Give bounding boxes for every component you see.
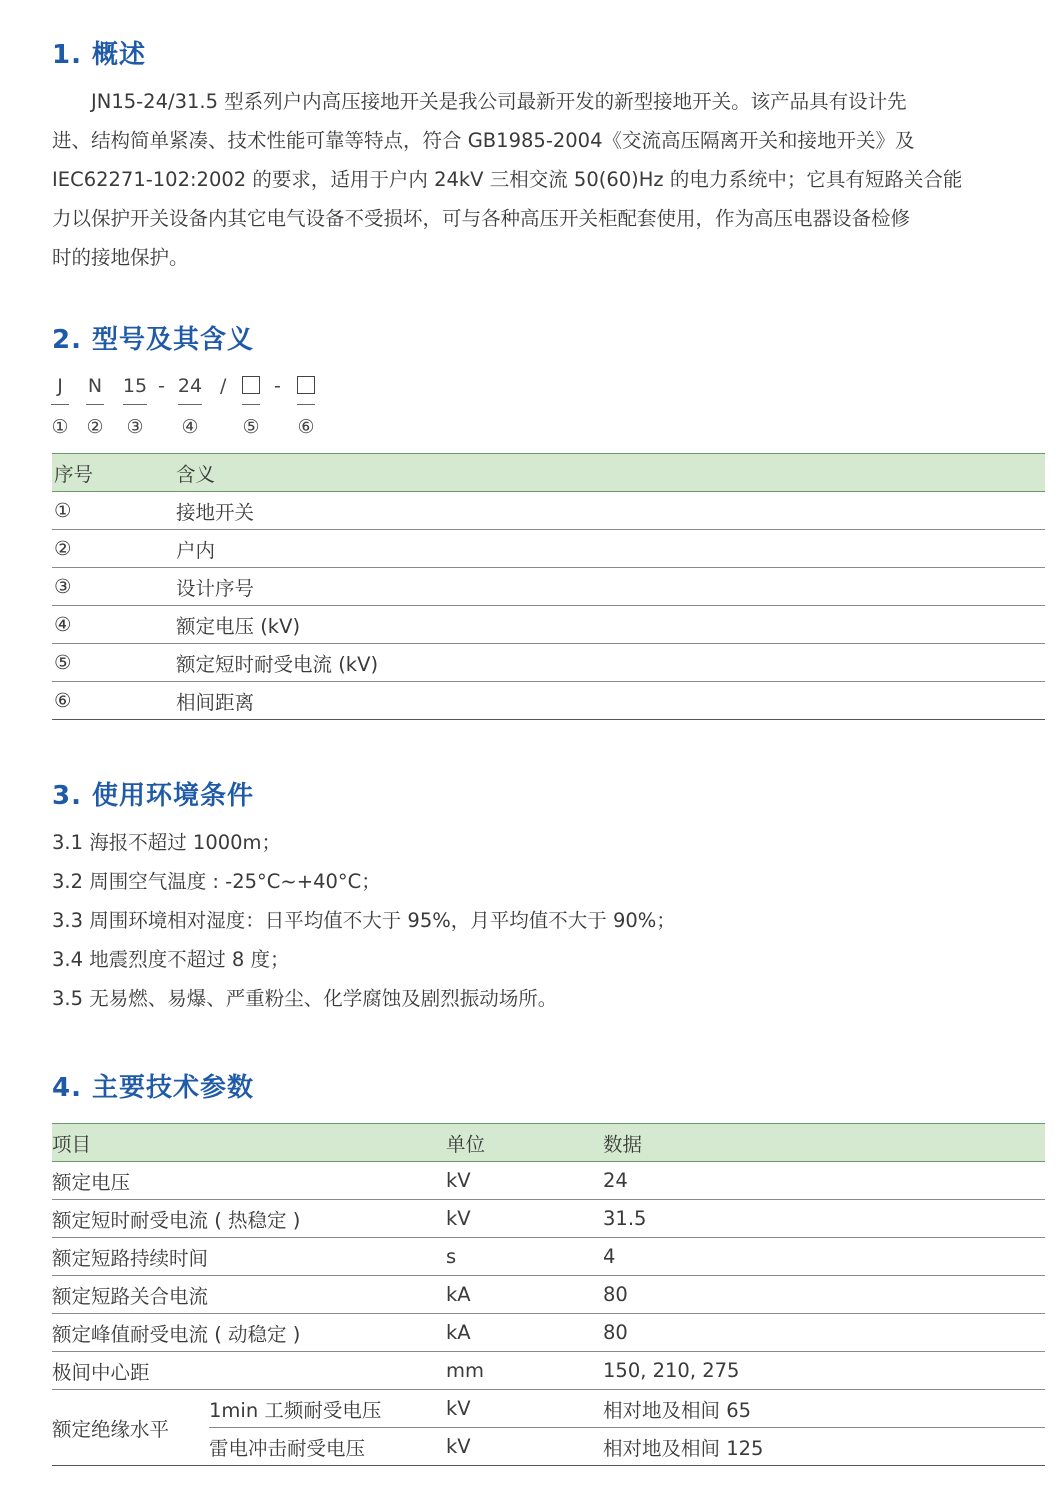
model-char-4: 24 xyxy=(177,375,203,397)
placeholder-box-icon xyxy=(297,376,315,394)
overview-line-5: 时的接地保护。 xyxy=(52,246,189,269)
table-header-cell: 项目 xyxy=(52,1124,446,1162)
table-row xyxy=(52,1238,1045,1276)
table-row xyxy=(52,1314,1045,1352)
model-char-5 xyxy=(236,372,266,400)
list-item: 3.2 周围空气温度 : -25°C~+40°C； xyxy=(52,870,381,893)
table-cell: kV xyxy=(446,1428,603,1466)
overview-line-1: JN15-24/31.5 型系列户内高压接地开关是我公司最新开发的新型接地开关。该产品具有设计先 xyxy=(91,90,907,113)
model-num-3: ③ xyxy=(126,416,144,438)
table-header-row xyxy=(52,454,1045,492)
technical-parameters-table xyxy=(52,1123,1045,1466)
model-part-6 xyxy=(291,372,321,442)
table-cell: kA xyxy=(446,1314,603,1352)
model-num-6: ⑥ xyxy=(297,416,315,438)
model-underline-4 xyxy=(178,404,202,405)
table-cell: s xyxy=(446,1238,603,1276)
table-cell: 24 xyxy=(603,1162,1045,1200)
table-cell: 雷电冲击耐受电压 xyxy=(209,1428,446,1466)
model-num-5: ⑤ xyxy=(242,416,260,438)
table-cell: kA xyxy=(446,1276,603,1314)
table-row xyxy=(52,568,1045,606)
model-code-diagram xyxy=(52,372,352,442)
table-row xyxy=(52,530,1045,568)
model-part-2 xyxy=(80,372,110,442)
overview-paragraph xyxy=(52,82,1047,277)
table-cell: ① xyxy=(52,492,176,530)
table-cell: 额定峰值耐受电流 ( 动稳定 ) xyxy=(52,1314,446,1352)
table-cell: ③ xyxy=(52,568,176,606)
table-cell: 31.5 xyxy=(603,1200,1045,1238)
model-sep-3: - xyxy=(274,375,281,397)
table-cell: 额定短时耐受电流 ( 热稳定 ) xyxy=(52,1200,446,1238)
table-cell: 4 xyxy=(603,1238,1045,1276)
table-cell: 额定电压 xyxy=(52,1162,446,1200)
table-cell: mm xyxy=(446,1352,603,1390)
overview-line-2: 进、结构简单紧凑、技术性能可靠等特点，符合 GB1985-2004《交流高压隔离开关和接地开关》及 xyxy=(52,129,915,152)
list-item: 3.3 周围环境相对湿度：日平均值不大于 95%，月平均值不大于 90%； xyxy=(52,909,676,932)
table-cell: kV xyxy=(446,1162,603,1200)
table-cell: 接地开关 xyxy=(176,492,1045,530)
table-cell: 1min 工频耐受电压 xyxy=(209,1390,446,1428)
model-part-1 xyxy=(45,372,75,442)
table-header-row xyxy=(52,1124,1045,1162)
table-cell: 额定短路持续时间 xyxy=(52,1238,446,1276)
list-item: 3.4 地震烈度不超过 8 度； xyxy=(52,948,290,971)
table-cell: 额定短时耐受电流 (kV) xyxy=(176,644,1045,682)
section-3-title: 3. 使用环境条件 xyxy=(52,781,255,811)
model-char-1: J xyxy=(57,375,63,397)
table-cell: ⑥ xyxy=(52,682,176,720)
table-cell: 额定电压 (kV) xyxy=(176,606,1045,644)
model-sep-1: - xyxy=(158,375,165,397)
table-header-cell: 数据 xyxy=(603,1124,1045,1162)
placeholder-box-icon xyxy=(242,376,260,394)
table-cell: kV xyxy=(446,1200,603,1238)
table-cell: 80 xyxy=(603,1314,1045,1352)
section-2-title: 2. 型号及其含义 xyxy=(52,325,255,355)
environment-conditions-list xyxy=(52,823,676,1018)
table-header-cell: 单位 xyxy=(446,1124,603,1162)
table-row xyxy=(52,492,1045,530)
overview-line-4: 力以保护开关设备内其它电气设备不受损坏，可与各种高压开关柜配套使用，作为高压电器设备检修 xyxy=(52,207,911,230)
table-cell: 额定短路关合电流 xyxy=(52,1276,446,1314)
model-num-4: ④ xyxy=(181,416,199,438)
model-part-5 xyxy=(236,372,266,442)
table-row xyxy=(52,644,1045,682)
model-part-3 xyxy=(120,372,150,442)
table-cell: 相对地及相间 65 xyxy=(603,1390,1045,1428)
model-sep-2: / xyxy=(220,375,227,397)
model-underline-5 xyxy=(242,404,260,405)
overview-line-3: IEC62271-102:2002 的要求，适用于户内 24kV 三相交流 50(60)Hz 的电力系统中；它具有短路关合能 xyxy=(52,168,963,191)
table-cell: ② xyxy=(52,530,176,568)
table-row xyxy=(52,1162,1045,1200)
model-meaning-table xyxy=(52,453,1045,720)
model-num-1: ① xyxy=(51,416,69,438)
section-4-title: 4. 主要技术参数 xyxy=(52,1073,255,1103)
table-cell: 相对地及相间 125 xyxy=(603,1428,1045,1466)
model-char-6 xyxy=(291,372,321,400)
model-char-2: N xyxy=(87,375,103,397)
model-underline-2 xyxy=(86,404,104,405)
table-row xyxy=(52,1200,1045,1238)
table-cell: 设计序号 xyxy=(176,568,1045,606)
table-cell: 额定绝缘水平 xyxy=(52,1390,209,1466)
table-cell: 相间距离 xyxy=(176,682,1045,720)
model-underline-1 xyxy=(51,404,69,405)
table-cell: ⑤ xyxy=(52,644,176,682)
table-row xyxy=(52,1276,1045,1314)
table-cell: kV xyxy=(446,1390,603,1428)
model-num-2: ② xyxy=(86,416,104,438)
section-1-title: 1. 概述 xyxy=(52,40,147,70)
table-row xyxy=(52,682,1045,720)
model-underline-6 xyxy=(297,404,315,405)
model-part-4 xyxy=(175,372,205,442)
table-row xyxy=(52,606,1045,644)
table-header-cell: 含义 xyxy=(176,454,1045,492)
list-item: 3.1 海报不超过 1000m； xyxy=(52,831,282,854)
list-item: 3.5 无易燃、易爆、严重粉尘、化学腐蚀及剧烈振动场所。 xyxy=(52,987,558,1010)
model-char-3: 15 xyxy=(122,375,148,397)
table-row xyxy=(52,1352,1045,1390)
table-header-cell: 序号 xyxy=(52,454,176,492)
model-underline-3 xyxy=(123,404,147,405)
table-cell: 80 xyxy=(603,1276,1045,1314)
table-cell: 极间中心距 xyxy=(52,1352,446,1390)
table-row xyxy=(52,1390,1045,1428)
table-cell: ④ xyxy=(52,606,176,644)
table-cell: 150, 210, 275 xyxy=(603,1352,1045,1390)
table-cell: 户内 xyxy=(176,530,1045,568)
